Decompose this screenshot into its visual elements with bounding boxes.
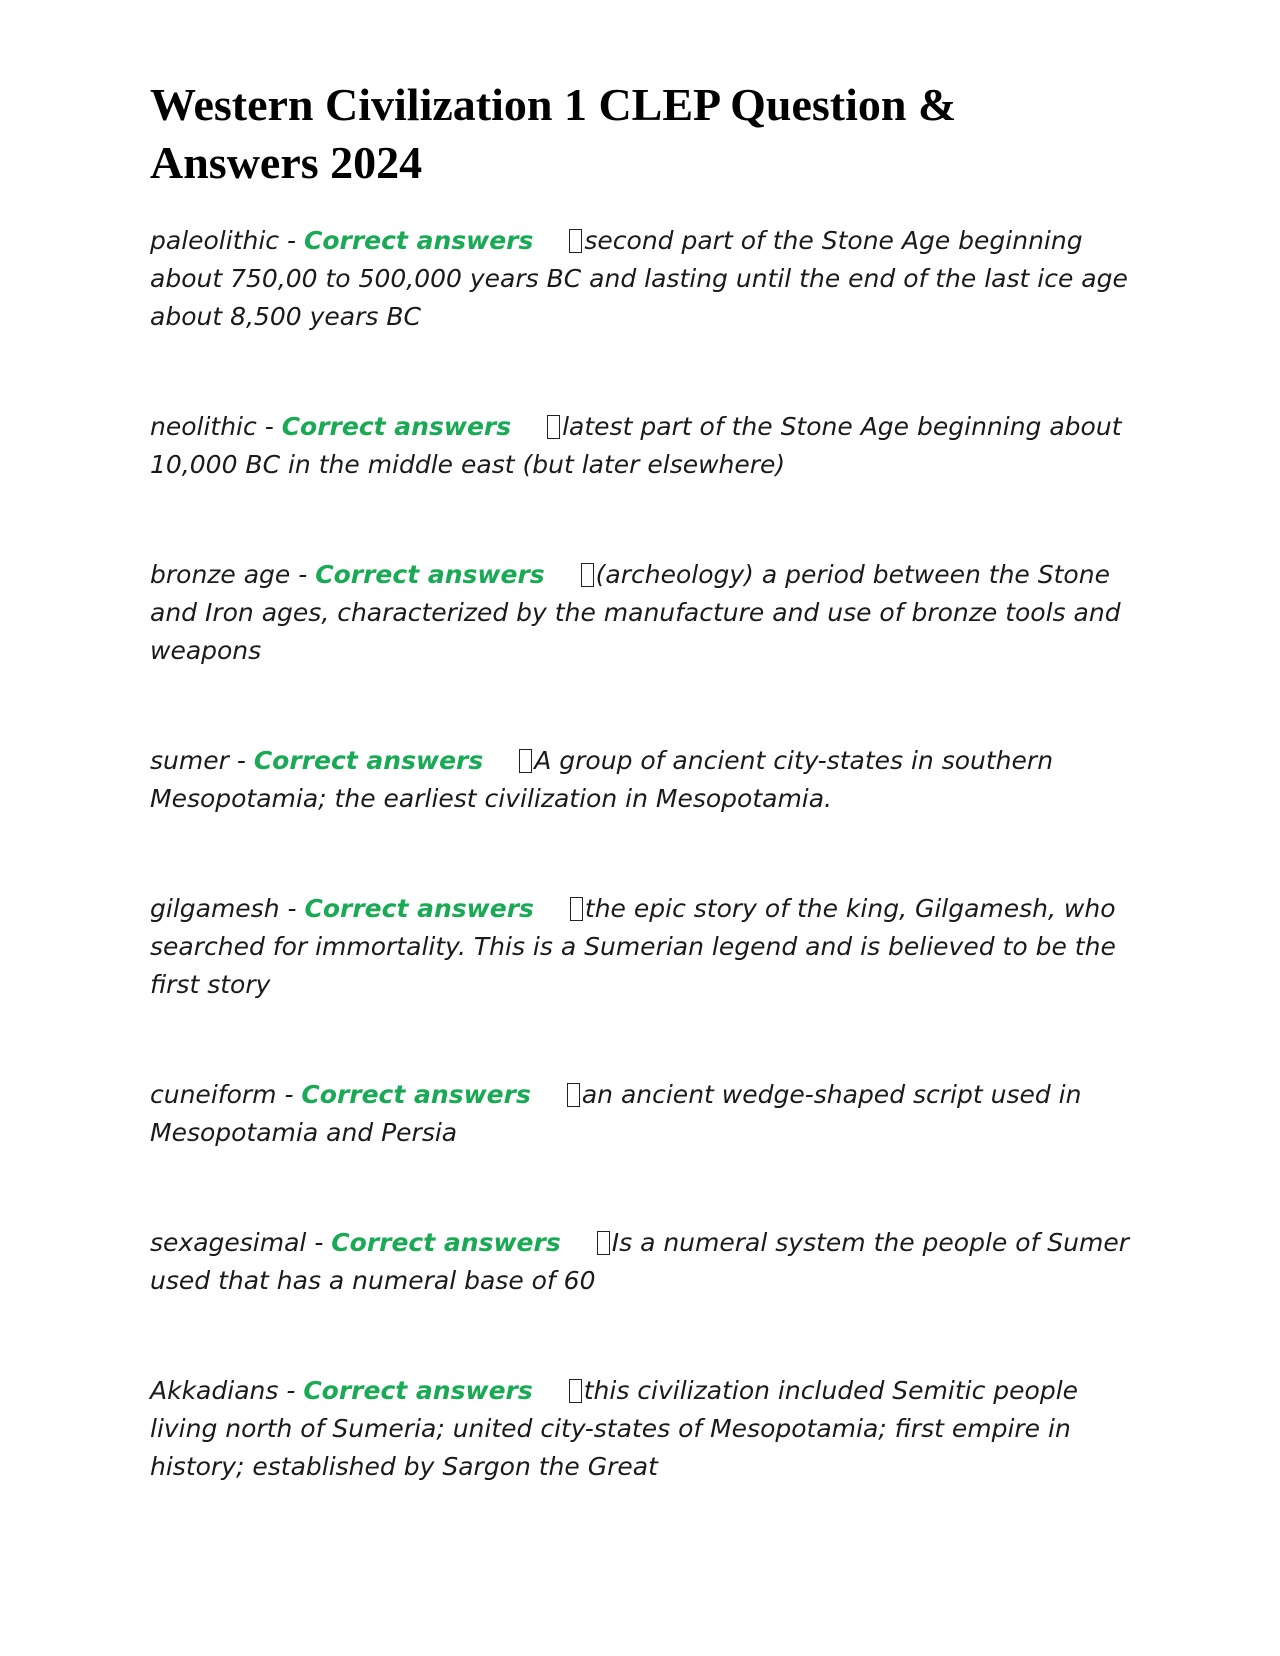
entry-separator: - bbox=[276, 1080, 302, 1109]
correct-answers-label: Correct answers bbox=[315, 560, 545, 589]
qa-entry-gilgamesh bbox=[150, 890, 1130, 1004]
entry-term: cuneiform bbox=[150, 1080, 277, 1109]
checkbox-glyph-icon bbox=[569, 1379, 582, 1403]
entry-answer: the epic story of the king, Gilgamesh, who searched for immortality. This is a Sumerian legend and is believed to be the first story bbox=[150, 894, 1116, 999]
entry-answer: an ancient wedge-shaped script used in Mesopotamia and Persia bbox=[150, 1080, 1082, 1147]
entry-separator: - bbox=[228, 746, 254, 775]
correct-answers-label: Correct answers bbox=[303, 1376, 533, 1405]
entry-separator: - bbox=[256, 412, 282, 441]
checkbox-glyph-icon bbox=[597, 1231, 610, 1255]
correct-answers-label: Correct answers bbox=[304, 894, 534, 923]
document-content bbox=[150, 76, 1130, 1558]
checkbox-glyph-icon bbox=[569, 229, 582, 253]
checkbox-glyph-icon bbox=[567, 1083, 580, 1107]
checkbox-glyph-icon bbox=[519, 749, 532, 773]
entry-separator: - bbox=[306, 1228, 332, 1257]
entry-term: neolithic bbox=[150, 412, 257, 441]
correct-answers-label: Correct answers bbox=[331, 1228, 561, 1257]
entry-answer: (archeology) a period between the Stone and Iron ages, characterized by the manufacture and use of bronze tools and weapons bbox=[150, 560, 1121, 665]
checkbox-glyph-icon bbox=[581, 563, 594, 587]
entry-answer: second part of the Stone Age beginning about 750,00 to 500,000 years BC and lasting until the end of the last ice age about 8,500 years BC bbox=[150, 226, 1128, 331]
qa-entry-paleolithic bbox=[150, 222, 1130, 336]
document-title: Western Civilization 1 CLEP Question & Answers 2024 bbox=[150, 79, 957, 188]
entry-answer: latest part of the Stone Age beginning about 10,000 BC in the middle east (but later elsewhere) bbox=[150, 412, 1122, 479]
entry-term: bronze age bbox=[150, 560, 291, 589]
qa-entry-bronze-age bbox=[150, 556, 1130, 670]
entry-answer: Is a numeral system the people of Sumer used that has a numeral base of 60 bbox=[150, 1228, 1130, 1295]
entry-answer: this civilization included Semitic people living north of Sumeria; united city-states of Mesopotamia; first empire in history; established by Sargon the Great bbox=[150, 1376, 1079, 1481]
entry-term: paleolithic bbox=[150, 226, 280, 255]
qa-entry-akkadians bbox=[150, 1372, 1130, 1486]
correct-answers-label: Correct answers bbox=[303, 226, 534, 255]
qa-entry-neolithic bbox=[150, 408, 1130, 484]
entry-term: gilgamesh bbox=[150, 894, 280, 923]
entry-separator: - bbox=[290, 560, 316, 589]
entry-separator: - bbox=[279, 894, 305, 923]
entry-separator: - bbox=[279, 226, 304, 255]
checkbox-glyph-icon bbox=[570, 897, 583, 921]
correct-answers-label: Correct answers bbox=[253, 746, 484, 775]
entry-term: sumer bbox=[150, 746, 229, 775]
qa-entry-sexagesimal bbox=[150, 1224, 1130, 1300]
entry-answer: A group of ancient city-states in southern Mesopotamia; the earliest civilization in Mesopotamia. bbox=[150, 746, 1054, 813]
entry-term: Akkadians bbox=[150, 1376, 279, 1405]
qa-entry-sumer bbox=[150, 742, 1130, 818]
checkbox-glyph-icon bbox=[547, 415, 560, 439]
correct-answers-label: Correct answers bbox=[281, 412, 512, 441]
entry-separator: - bbox=[278, 1376, 304, 1405]
qa-entry-cuneiform bbox=[150, 1076, 1130, 1152]
correct-answers-label: Correct answers bbox=[301, 1080, 531, 1109]
entry-term: sexagesimal bbox=[150, 1228, 307, 1257]
